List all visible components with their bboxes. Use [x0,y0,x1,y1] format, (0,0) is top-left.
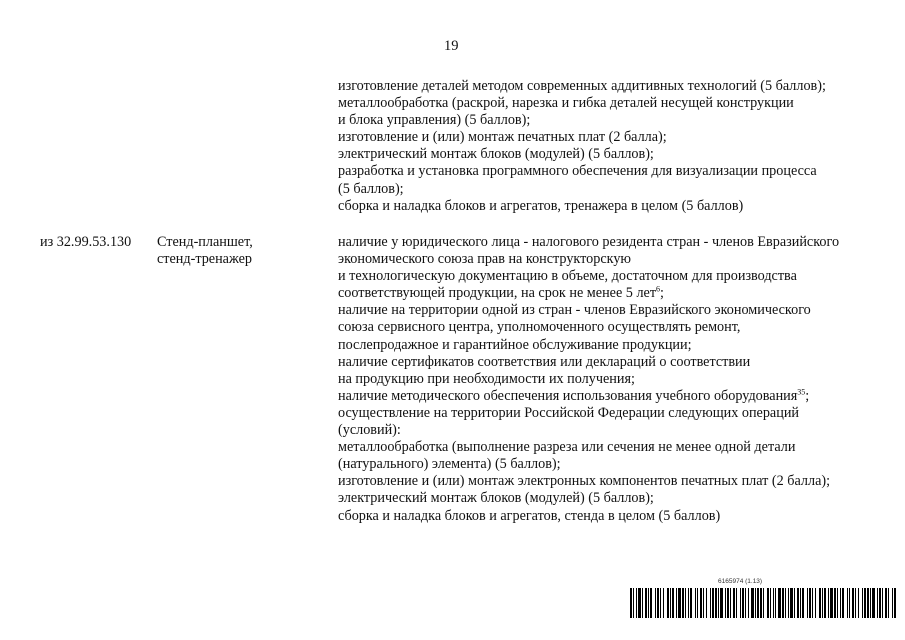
text-line: наличие сертификатов соответствия или деклараций о соответствии [338,353,751,370]
text-line: электрический монтаж блоков (модулей) (5 баллов); [338,490,654,507]
barcode-bar [849,588,850,618]
text-line: изготовление и (или) монтаж печатных плат (2 балла); [338,129,667,146]
barcode-bar [755,588,756,618]
barcode-bar [697,588,698,618]
barcode-bar [767,588,769,618]
barcode-bar [885,588,887,618]
barcode-bar [667,588,669,618]
barcode-bar [630,588,632,618]
barcode-bar [870,588,871,618]
barcode-bar [879,588,881,618]
barcode-bar [882,588,883,618]
barcode-bar [718,588,719,618]
barcode-bar [712,588,714,618]
barcode-bar [862,588,863,618]
product-name-line: Стенд-планшет, [157,234,253,250]
barcode-bar [703,588,704,618]
barcode-bar [695,588,696,618]
barcode-bar [685,588,686,618]
barcode-bar [682,588,684,618]
text-line: сборка и наладка блоков и агрегатов, стенда в целом (5 баллов) [338,507,721,524]
barcode-bar [700,588,702,618]
text-line: наличие у юридического лица - налогового резидента стран - членов Евразийского [338,234,840,250]
barcode-bar [819,588,821,618]
barcode-bar [760,588,762,618]
text-line: наличие на территории одной из стран - членов Евразийского экономического [338,302,811,319]
barcode-bar [888,588,889,618]
barcode-bar [740,588,741,618]
barcode-bar [834,588,836,618]
barcode-bar [660,588,661,618]
barcode-bar [645,588,647,618]
footnote-marker: 6 [656,284,661,294]
barcode-bar [672,588,674,618]
barcode-bar [894,588,896,618]
text-line: послепродажное и гарантийное обслуживание продукции; [338,336,692,353]
text-line: экономического союза прав на конструкторскую [338,251,632,268]
barcode-bar [725,588,726,618]
barcode-bar [650,588,652,618]
text-line: осуществление на территории Российской Федерации следующих операций [338,404,800,421]
barcode-bar [642,588,643,618]
barcode-bar [872,588,875,618]
text-line: изготовление деталей методом современных аддитивных технологий (5 баллов); [338,78,826,94]
okpd-code: из 32.99.53.130 [40,234,132,250]
text-line: на продукцию при необходимости их получения; [338,370,635,387]
barcode-bar [802,588,804,618]
barcode-bar [663,588,664,618]
barcode-bar [706,588,707,618]
barcode-bar [751,588,754,618]
barcode-bar [797,588,799,618]
barcode-bar [742,588,744,618]
barcode-bar [824,588,826,618]
barcode-bar [745,588,746,618]
barcode-bar [828,588,829,618]
barcode-bar [763,588,764,618]
text-line: и блока управления) (5 баллов); [338,112,531,129]
previous-entry-requirements [338,78,898,215]
barcode-bar [812,588,813,618]
barcode-bar [715,588,717,618]
barcode-bar [648,588,649,618]
text-line: разработка и установка программного обеспечения для визуализации процесса [338,163,817,180]
barcode-bar [877,588,878,618]
barcode-bar [775,588,776,618]
barcode-bar [733,588,735,618]
footnote-marker: 35 [797,387,806,397]
text-span: ; [805,387,810,404]
barcode-bar [676,588,677,618]
barcode-bar [736,588,737,618]
barcode-area [630,580,896,620]
barcode-bar [655,588,656,618]
text-span: наличие методического обеспечения использования учебного оборудования [338,387,798,404]
barcode-bar [855,588,856,618]
barcode-bar [892,588,893,618]
text-line: и технологическую документацию в объеме, достаточном для производства [338,268,797,285]
text-line: союза сервисного центра, уполномоченного осуществлять ремонт, [338,319,741,336]
barcode-bar [678,588,681,618]
barcode-bar [782,588,784,618]
text-span: ; [660,285,664,302]
product-name [157,234,253,268]
barcode-bar [788,588,789,618]
barcode-bar [867,588,869,618]
barcode-bar [842,588,844,618]
barcode-bar [809,588,811,618]
text-line: (натурального) элемента) (5 баллов); [338,456,561,473]
barcode-bar [800,588,801,618]
barcode-image [630,588,896,618]
barcode-bar [633,588,634,618]
text-line [338,285,898,302]
text-line: (5 баллов); [338,180,404,197]
barcode-bar [858,588,859,618]
product-name-line: стенд-тренажер [157,251,252,268]
barcode-bar [748,588,749,618]
barcode-bar [790,588,793,618]
barcode-bar [852,588,854,618]
barcode-bar [847,588,848,618]
text-line: сборка и наладка блоков и агрегатов, тренажера в целом (5 баллов) [338,197,744,214]
barcode-bar [670,588,671,618]
barcode-bar [830,588,833,618]
barcode-bar [770,588,771,618]
text-line: изготовление и (или) монтаж электронных компонентов печатных плат (2 балла); [338,473,831,490]
text-line [338,388,898,405]
barcode-bar [822,588,823,618]
barcode-bar [794,588,795,618]
barcode-bar [837,588,838,618]
barcode-bar [720,588,723,618]
barcode-bar [638,588,641,618]
barcode-bar [864,588,866,618]
barcode-bar [778,588,781,618]
barcode-bar [690,588,692,618]
barcode-bar [757,588,759,618]
text-line: (условий): [338,422,401,439]
barcode-bar [636,588,637,618]
barcode-bar [807,588,808,618]
barcode-bar [688,588,689,618]
barcode-bar [840,588,841,618]
text-line: металлообработка (выполнение разреза или сечения не менее одной детали [338,439,796,456]
barcode-bar [815,588,816,618]
barcode-bar [785,588,786,618]
barcode-bar [657,588,659,618]
barcode-bar [773,588,774,618]
entry-requirements [338,234,898,525]
text-line: металлообработка (раскрой, нарезка и гибка деталей несущей конструкции [338,95,794,112]
text-span: соответствующей продукции, на срок не менее 5 лет [338,285,657,302]
barcode-bar [710,588,711,618]
text-line: электрический монтаж блоков (модулей) (5 баллов); [338,146,654,163]
barcode-caption: 6165974 (1.13) [718,578,763,585]
barcode-bar [730,588,731,618]
barcode-bar [727,588,729,618]
page-number: 19 [444,38,459,54]
